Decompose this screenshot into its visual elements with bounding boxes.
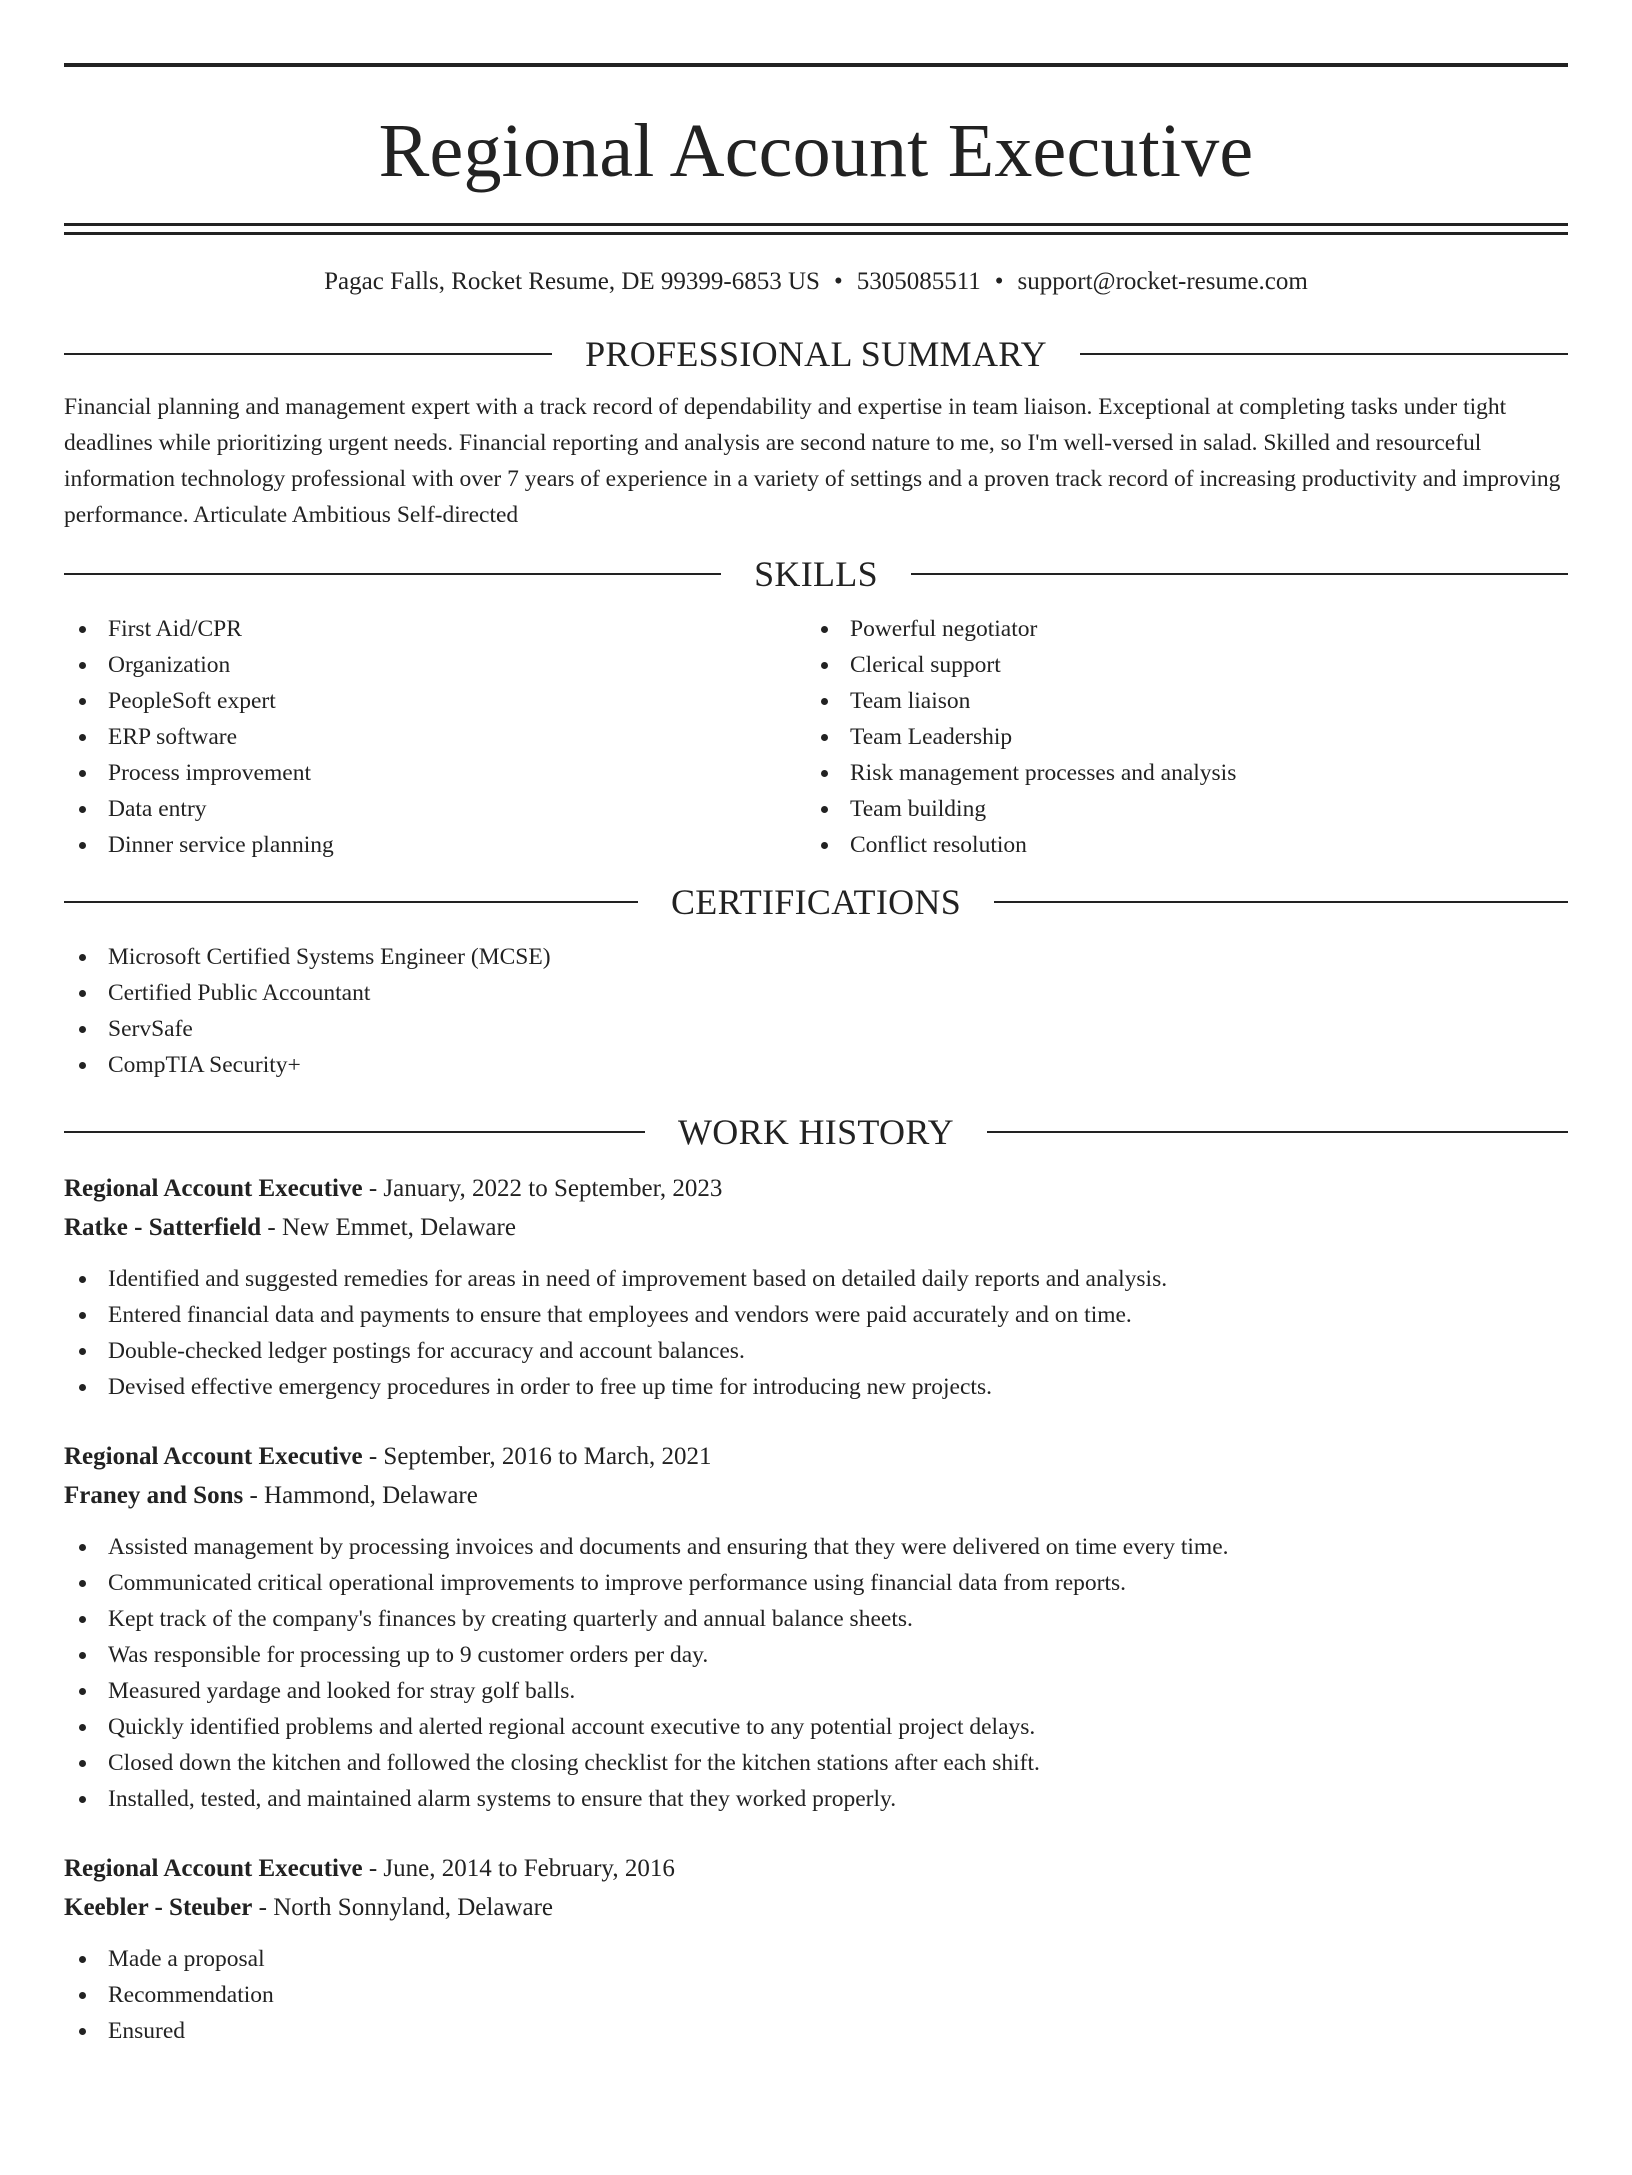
certification-item: ServSafe	[64, 1011, 1568, 1047]
job-location: - New Emmet, Delaware	[261, 1214, 516, 1241]
job-dates: - September, 2016 to March, 2021	[362, 1443, 712, 1470]
heading-rule	[911, 573, 1568, 575]
job-company: Franey and Sons	[64, 1482, 244, 1509]
job-title: Regional Account Executive	[64, 1443, 363, 1470]
contact-separator: •	[833, 268, 843, 295]
contact-address: Pagac Falls, Rocket Resume, DE 99399-6853 US	[324, 268, 820, 295]
section-title: WORK HISTORY	[678, 1112, 954, 1152]
job-bullet: Measured yardage and looked for stray golf balls.	[64, 1673, 1568, 1709]
job-title-line	[64, 1849, 1568, 1888]
job-entry	[64, 1849, 1568, 2049]
heading-rule	[994, 901, 1568, 903]
section-heading-skills	[64, 549, 1568, 599]
job-bullet-list	[64, 1261, 1568, 1405]
job-bullet-list	[64, 1529, 1568, 1817]
job-bullet-list	[64, 1941, 1568, 2049]
heading-rule	[64, 353, 552, 355]
section-heading-work-history	[64, 1107, 1568, 1157]
skills-columns	[64, 611, 1568, 863]
job-bullet: Assisted management by processing invoices and documents and ensuring that they were delivered on time every time.	[64, 1529, 1568, 1565]
skills-list-right	[806, 611, 1568, 863]
skill-item: Dinner service planning	[64, 827, 806, 863]
contact-phone: 5305085511	[856, 268, 981, 295]
job-bullet: Double-checked ledger postings for accuracy and account balances.	[64, 1333, 1568, 1369]
heading-rule	[64, 573, 721, 575]
header-top-rule	[64, 63, 1568, 67]
job-location: - North Sonnyland, Delaware	[252, 1894, 554, 1921]
job-entry	[64, 1169, 1568, 1405]
certifications-list	[64, 939, 1568, 1083]
resume-page	[0, 63, 1632, 2175]
job-entry	[64, 1437, 1568, 1817]
job-bullet: Made a proposal	[64, 1941, 1568, 1977]
job-dates: - January, 2022 to September, 2023	[362, 1175, 723, 1202]
job-dates: - June, 2014 to February, 2016	[362, 1855, 675, 1882]
job-bullet: Recommendation	[64, 1977, 1568, 2013]
job-bullet: Entered financial data and payments to ensure that employees and vendors were paid accurately and on time.	[64, 1297, 1568, 1333]
certification-item: Microsoft Certified Systems Engineer (MCSE)	[64, 939, 1568, 975]
section-heading-certifications	[64, 877, 1568, 927]
job-company: Keebler - Steuber	[64, 1894, 253, 1921]
heading-rule	[64, 901, 638, 903]
skill-item: ERP software	[64, 719, 806, 755]
job-bullet: Communicated critical operational improvements to improve performance using financial data from reports.	[64, 1565, 1568, 1601]
job-company-line	[64, 1888, 1568, 1927]
section-heading-summary	[64, 329, 1568, 379]
section-title: SKILLS	[754, 554, 878, 594]
skill-item: Process improvement	[64, 755, 806, 791]
skill-item: First Aid/CPR	[64, 611, 806, 647]
header-double-rule	[64, 223, 1568, 235]
job-location: - Hammond, Delaware	[243, 1482, 478, 1509]
resume-name: Regional Account Executive	[378, 109, 1254, 193]
skill-item: Clerical support	[806, 647, 1568, 683]
skill-item: Conflict resolution	[806, 827, 1568, 863]
skill-item: Risk management processes and analysis	[806, 755, 1568, 791]
job-title: Regional Account Executive	[64, 1175, 363, 1202]
job-bullet: Identified and suggested remedies for areas in need of improvement based on detailed daily reports and analysis.	[64, 1261, 1568, 1297]
certification-item: CompTIA Security+	[64, 1047, 1568, 1083]
job-company-line	[64, 1476, 1568, 1515]
job-bullet: Quickly identified problems and alerted regional account executive to any potential project delays.	[64, 1709, 1568, 1745]
skill-item: Team building	[806, 791, 1568, 827]
job-bullet: Kept track of the company's finances by creating quarterly and annual balance sheets.	[64, 1601, 1568, 1637]
heading-rule	[987, 1131, 1568, 1133]
job-company-line	[64, 1208, 1568, 1247]
skill-item: Data entry	[64, 791, 806, 827]
job-bullet: Installed, tested, and maintained alarm systems to ensure that they worked properly.	[64, 1781, 1568, 1817]
contact-line	[64, 265, 1568, 299]
section-title: PROFESSIONAL SUMMARY	[585, 334, 1047, 374]
job-bullet: Devised effective emergency procedures in order to free up time for introducing new projects.	[64, 1369, 1568, 1405]
contact-separator: •	[994, 268, 1004, 295]
certification-item: Certified Public Accountant	[64, 975, 1568, 1011]
job-title: Regional Account Executive	[64, 1855, 363, 1882]
job-bullet: Ensured	[64, 2013, 1568, 2049]
job-title-line	[64, 1169, 1568, 1208]
skill-item: Powerful negotiator	[806, 611, 1568, 647]
job-company: Ratke - Satterfield	[64, 1214, 262, 1241]
job-bullet: Was responsible for processing up to 9 customer orders per day.	[64, 1637, 1568, 1673]
skill-item: Team liaison	[806, 683, 1568, 719]
skill-item: Organization	[64, 647, 806, 683]
job-bullet: Closed down the kitchen and followed the closing checklist for the kitchen stations after each shift.	[64, 1745, 1568, 1781]
summary-text: Financial planning and management expert with a track record of dependability and expertise in team liaison. Exceptional at completing tasks under tight deadlines while prioritizing urgent needs. Financial reporting and analysis are second nature to me, so I'm well-versed in salad. Skilled and resourceful information technology professional with over 7 years of experience in a variety of settings and a proven track record of increasing productivity and improving performance. Articulate Ambitious Self-directed	[64, 394, 1561, 528]
contact-email[interactable]: support@rocket-resume.com	[1017, 268, 1308, 295]
section-title: CERTIFICATIONS	[670, 882, 962, 922]
heading-rule	[1080, 353, 1568, 355]
skills-list-left	[64, 611, 806, 863]
skill-item: PeopleSoft expert	[64, 683, 806, 719]
heading-rule	[64, 1131, 645, 1133]
job-title-line	[64, 1437, 1568, 1476]
skill-item: Team Leadership	[806, 719, 1568, 755]
